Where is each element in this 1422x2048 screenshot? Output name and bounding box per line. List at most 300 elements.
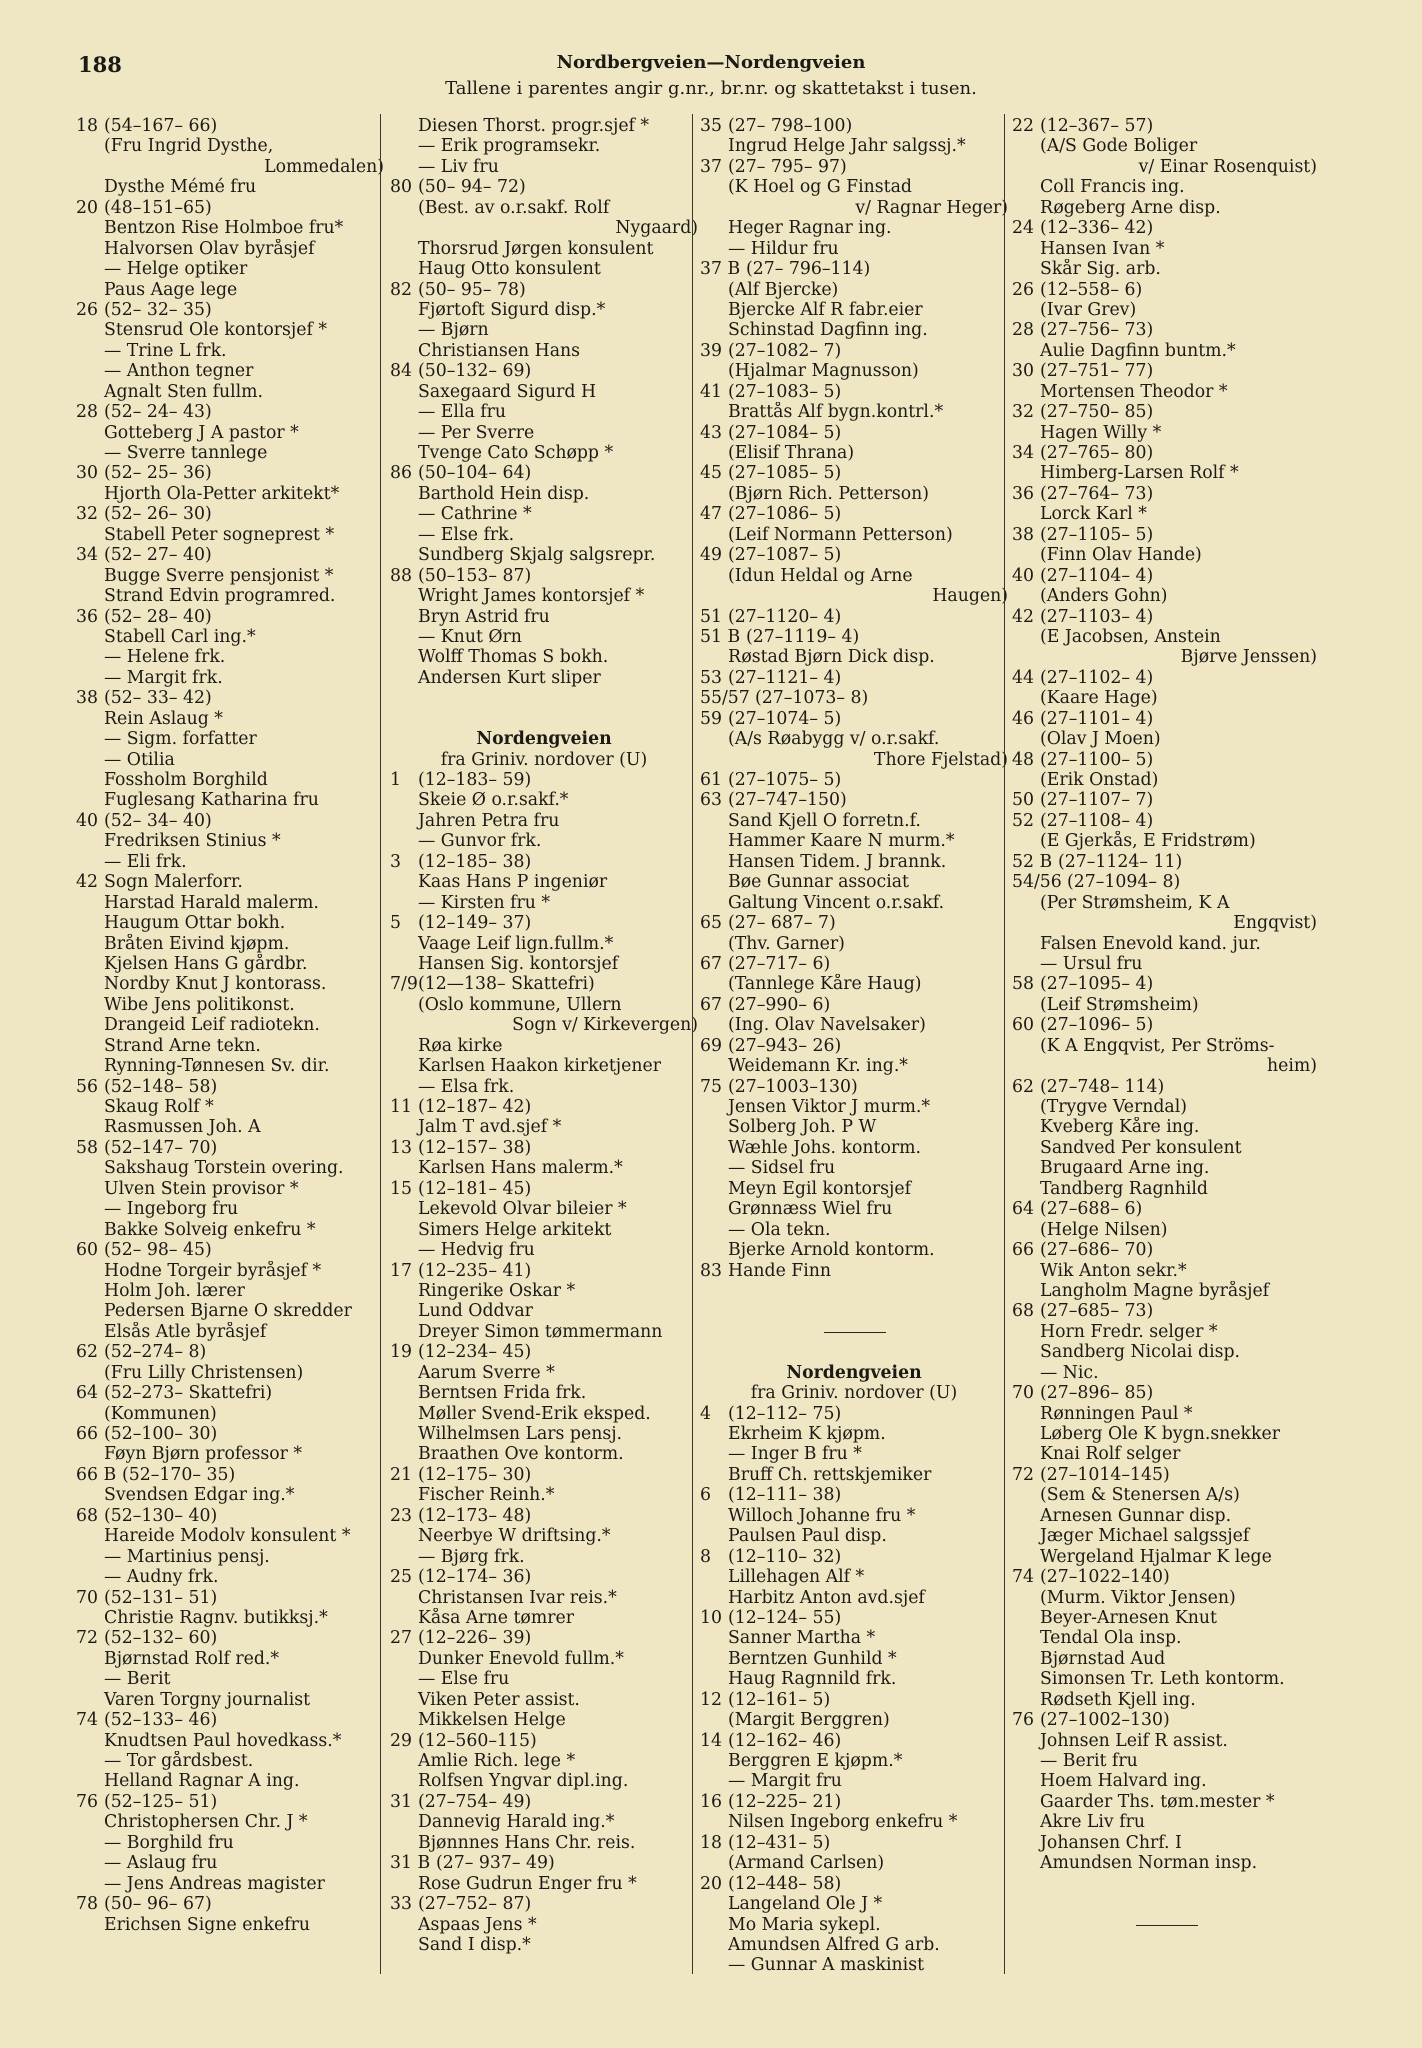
entry-text: Haug Ragnnild frk. xyxy=(728,1669,897,1690)
directory-entry xyxy=(700,1097,1008,1117)
directory-entry xyxy=(1012,1301,1317,1321)
directory-entry xyxy=(390,1894,698,1914)
house-number: 56 xyxy=(76,1076,98,1097)
directory-entry xyxy=(390,259,698,279)
entry-text: (52–133– 46) xyxy=(104,1710,218,1731)
house-number: 39 xyxy=(700,340,722,361)
house-number: 36 xyxy=(1012,483,1034,504)
entry-text: (27–1003–130) xyxy=(728,1076,858,1097)
house-number: 20 xyxy=(76,197,98,218)
entry-text: (Tannlege Kåre Haug) xyxy=(728,974,922,995)
entry-text: Haug Otto konsulent xyxy=(418,259,601,280)
entry-text: (Olav J Moen) xyxy=(1040,729,1161,750)
directory-entry xyxy=(390,1363,698,1383)
entry-text: — Ola tekn. xyxy=(728,1219,831,1240)
directory-entry xyxy=(390,1935,698,1955)
entry-text: (27–1108– 4) xyxy=(1040,810,1154,831)
entry-text: Wolff Thomas S bokh. xyxy=(418,647,609,668)
house-number: 74 xyxy=(76,1710,98,1731)
entry-text: (27–1094– 8) xyxy=(1067,872,1181,893)
entry-text: (Fru Lilly Christensen) xyxy=(104,1362,304,1383)
entry-text: (27–748– 114) xyxy=(1040,1076,1165,1097)
directory-entry xyxy=(1012,1465,1317,1485)
entry-text: (Elisif Thrana) xyxy=(728,443,855,463)
entry-text: — Tor gårdsbest. xyxy=(104,1751,254,1771)
directory-entry xyxy=(76,1117,384,1137)
entry-text: Fredriksen Stinius * xyxy=(104,831,281,852)
directory-entry xyxy=(76,361,384,381)
directory-entry xyxy=(1012,1628,1317,1648)
directory-entry xyxy=(390,1853,698,1873)
entry-text: Bjønnnes Hans Chr. reis. xyxy=(418,1832,636,1853)
directory-entry xyxy=(76,504,384,524)
entry-text: Ulven Stein provisor * xyxy=(104,1178,299,1199)
directory-entry xyxy=(1012,525,1317,545)
column-1 xyxy=(76,116,384,1935)
directory-entry xyxy=(76,913,384,933)
directory-entry xyxy=(700,1015,1008,1035)
house-number: 22 xyxy=(1012,116,1034,136)
directory-entry xyxy=(1012,1342,1317,1362)
directory-entry xyxy=(76,1710,384,1730)
house-number: 78 xyxy=(76,1894,98,1915)
entry-text: (27–1096– 5) xyxy=(1040,1015,1154,1036)
directory-entry xyxy=(700,1179,1008,1199)
entry-text: Johnsen Leif R assist. xyxy=(1040,1730,1228,1751)
directory-entry xyxy=(76,1015,384,1035)
house-number: 64 xyxy=(76,1383,98,1404)
directory-entry xyxy=(700,1649,1008,1669)
entry-text: Simers Helge arkitekt xyxy=(418,1219,612,1240)
directory-entry xyxy=(390,382,698,402)
entry-text: Bøe Gunnar associat xyxy=(728,872,909,893)
entry-text: (27–1105– 5) xyxy=(1040,524,1154,545)
directory-entry xyxy=(700,443,1008,463)
house-number: 88 xyxy=(390,565,412,586)
house-number: 86 xyxy=(390,463,412,484)
directory-entry xyxy=(76,1506,384,1526)
entry-text: (52– 34– 40) xyxy=(104,810,212,831)
entry-text: (27–1104– 4) xyxy=(1040,565,1154,586)
directory-entry xyxy=(390,1240,698,1260)
house-number: 61 xyxy=(700,770,722,790)
directory-entry xyxy=(1012,320,1317,340)
house-number: 27 xyxy=(390,1628,412,1649)
entry-text: (12–183– 59) xyxy=(418,770,532,790)
entry-text: (52– 33– 42) xyxy=(104,688,212,709)
house-number: 26 xyxy=(76,299,98,320)
entry-text: (52– 25– 36) xyxy=(104,463,212,484)
directory-entry xyxy=(76,1179,384,1199)
directory-entry xyxy=(390,300,698,320)
entry-text: v/ Einar Rosenquist) xyxy=(1138,156,1317,177)
entry-text: Stabell Carl ing.* xyxy=(104,626,256,647)
directory-entry xyxy=(700,1669,1008,1689)
entry-text: Haugen) xyxy=(932,586,1008,607)
house-number: 53 xyxy=(700,667,722,688)
directory-entry xyxy=(1012,1751,1317,1771)
house-number: 70 xyxy=(76,1587,98,1608)
directory-entry xyxy=(1012,1404,1317,1424)
directory-entry xyxy=(1012,1731,1317,1751)
house-number: 42 xyxy=(76,872,98,893)
entry-text: Amundsen Alfred G arb. xyxy=(728,1934,940,1955)
directory-entry xyxy=(76,1731,384,1751)
entry-text: Willoch Johanne fru * xyxy=(728,1505,916,1526)
directory-entry xyxy=(1012,1588,1317,1608)
directory-entry xyxy=(1012,239,1317,259)
directory-entry xyxy=(700,893,1008,913)
page-number: 188 xyxy=(78,52,122,77)
entry-text: Sanner Martha * xyxy=(728,1628,876,1649)
column-divider xyxy=(692,114,693,1974)
directory-entry xyxy=(76,1526,384,1546)
entry-text: (27–752– 87) xyxy=(418,1894,532,1915)
directory-entry xyxy=(76,1261,384,1281)
entry-text: Fossholm Borghild xyxy=(104,770,268,790)
entry-text: — Sverre tannlege xyxy=(104,443,268,463)
entry-text: — Sigm. forfatter xyxy=(104,729,257,750)
directory-entry xyxy=(1012,1853,1317,1873)
directory-entry xyxy=(700,402,1008,422)
entry-text: (27–1124– 11) xyxy=(1058,851,1183,872)
directory-entry xyxy=(700,1608,1008,1628)
entry-text: Jalm T avd.sjef * xyxy=(418,1117,562,1138)
entry-text: (27–1014–145) xyxy=(1040,1464,1170,1485)
directory-entry xyxy=(700,1404,1008,1424)
house-number: 51 xyxy=(700,606,722,627)
entry-text: — Anthon tegner xyxy=(104,361,254,382)
entry-text: Hjorth Ola-Petter arkitekt* xyxy=(104,483,340,504)
house-number: 82 xyxy=(390,279,412,300)
directory-entry xyxy=(700,688,1008,708)
directory-entry xyxy=(390,586,698,606)
directory-entry xyxy=(390,1077,698,1097)
directory-entry xyxy=(1012,1322,1317,1342)
entry-text: Himberg-Larsen Rolf * xyxy=(1040,463,1239,484)
directory-entry xyxy=(390,1158,698,1178)
directory-entry xyxy=(1012,280,1317,300)
directory-entry xyxy=(390,1015,698,1035)
house-number: 75 xyxy=(700,1076,722,1097)
entry-text: Bjørnstad Rolf red.* xyxy=(104,1648,280,1669)
entry-text: Hareide Modolv konsulent * xyxy=(104,1526,351,1547)
entry-text: (27–1119– 4) xyxy=(746,626,860,647)
entry-text: Pedersen Bjarne O skredder xyxy=(104,1301,352,1322)
directory-entry xyxy=(76,1853,384,1873)
entry-text: Rose Gudrun Enger fru * xyxy=(418,1873,637,1894)
directory-entry xyxy=(700,1199,1008,1219)
directory-entry xyxy=(390,280,698,300)
directory-entry xyxy=(1012,1015,1317,1035)
directory-entry xyxy=(1012,1056,1317,1076)
directory-entry xyxy=(700,1833,1008,1853)
directory-entry xyxy=(76,198,384,218)
house-number: 46 xyxy=(1012,708,1034,729)
directory-entry xyxy=(390,1117,698,1137)
entry-text: (12–367– 57) xyxy=(1040,116,1154,136)
entry-text: (Sem & Stenersen A/s) xyxy=(1040,1485,1240,1506)
entry-text: (52–170– 35) xyxy=(122,1464,236,1485)
heading-line xyxy=(390,729,698,749)
entry-text: (Kaare Hage) xyxy=(1040,688,1158,709)
entry-text: (27–685– 73) xyxy=(1040,1301,1154,1322)
entry-text: (27–1002–130) xyxy=(1040,1710,1170,1731)
directory-entry xyxy=(700,1261,1008,1281)
entry-text: (27–1120– 4) xyxy=(728,606,842,627)
entry-text: (27–754– 49) xyxy=(418,1791,532,1812)
directory-entry xyxy=(1012,954,1317,974)
directory-entry xyxy=(390,218,698,238)
entry-text: (Per Strømsheim, K A xyxy=(1040,892,1230,913)
directory-entry xyxy=(76,668,384,688)
entry-text: — Aslaug fru xyxy=(104,1853,218,1874)
directory-entry xyxy=(1012,259,1317,279)
directory-entry xyxy=(1012,1690,1317,1710)
blank-line xyxy=(390,709,698,729)
entry-text: (Hjalmar Magnusson) xyxy=(728,361,919,382)
directory-entry xyxy=(1012,1424,1317,1444)
directory-entry xyxy=(1012,893,1317,913)
entry-text: (52–100– 30) xyxy=(104,1424,218,1444)
directory-entry xyxy=(76,1056,384,1076)
house-number: 76 xyxy=(1012,1710,1034,1731)
directory-entry xyxy=(1012,974,1317,994)
directory-entry xyxy=(76,116,384,136)
entry-text: Aulie Dagfinn buntm.* xyxy=(1040,340,1236,361)
directory-entry xyxy=(76,1138,384,1158)
directory-entry xyxy=(1012,1833,1317,1853)
entry-text: Schinstad Dagfinn ing. xyxy=(728,320,928,341)
house-number: 40 xyxy=(1012,565,1034,586)
directory-entry xyxy=(700,1588,1008,1608)
entry-text: Bjørnstad Aud xyxy=(1040,1648,1166,1669)
entry-text: (E Gjerkås, E Fridstrøm) xyxy=(1040,831,1256,852)
directory-entry xyxy=(1012,1485,1317,1505)
entry-text: Heger Ragnar ing. xyxy=(728,218,892,239)
directory-entry xyxy=(390,402,698,422)
directory-entry xyxy=(700,1220,1008,1240)
entry-text: Karlsen Hans malerm.* xyxy=(418,1158,623,1179)
entry-text: Paulsen Paul disp. xyxy=(728,1526,887,1547)
directory-entry xyxy=(390,934,698,954)
section-separator xyxy=(1012,1915,1317,1935)
entry-text: — Liv fru xyxy=(418,156,499,177)
directory-entry xyxy=(390,1833,698,1853)
directory-entry xyxy=(700,647,1008,667)
directory-entry xyxy=(1012,729,1317,749)
entry-text: (27–1075– 5) xyxy=(728,770,842,790)
heading-line xyxy=(700,1363,1008,1383)
directory-entry xyxy=(390,1342,698,1362)
entry-text: (K A Engqvist, Per Ströms- xyxy=(1040,1035,1275,1056)
directory-entry xyxy=(700,484,1008,504)
house-number: 48 xyxy=(1012,749,1034,770)
directory-entry xyxy=(700,1874,1008,1894)
entry-text: Barthold Hein disp. xyxy=(418,483,590,504)
house-number: 20 xyxy=(700,1873,722,1894)
directory-entry xyxy=(76,443,384,463)
entry-text: — Helge optiker xyxy=(104,259,248,280)
directory-entry xyxy=(390,1383,698,1403)
house-number: 16 xyxy=(700,1791,722,1812)
directory-entry xyxy=(700,1465,1008,1485)
entry-text: Hansen Tidem. J brannk. xyxy=(728,851,947,872)
entry-text: — Sidsel fru xyxy=(728,1158,836,1179)
house-number: 38 xyxy=(1012,524,1034,545)
directory-entry xyxy=(390,893,698,913)
column-divider xyxy=(380,114,381,1974)
directory-entry xyxy=(76,157,384,177)
entry-text: Fjørtoft Sigurd disp.* xyxy=(418,299,606,320)
entry-text: Kveberg Kåre ing. xyxy=(1040,1117,1200,1138)
entry-text: (52– 24– 43) xyxy=(104,402,212,423)
entry-text: Sakshaug Torstein overing. xyxy=(104,1158,344,1179)
directory-entry xyxy=(700,136,1008,156)
directory-entry xyxy=(700,831,1008,851)
entry-text: (A/S Gode Boliger xyxy=(1040,136,1198,157)
entry-text: Gaarder Ths. tøm.mester * xyxy=(1040,1791,1275,1812)
directory-entry xyxy=(76,320,384,340)
entry-text: (27–1102– 4) xyxy=(1040,667,1154,688)
entry-text: (12–235– 41) xyxy=(418,1260,532,1281)
entry-text: (Idun Heldal og Arne xyxy=(728,565,913,586)
directory-entry xyxy=(390,995,698,1015)
directory-entry xyxy=(76,1649,384,1669)
directory-entry xyxy=(1012,198,1317,218)
directory-entry xyxy=(390,566,698,586)
entry-text: — Gunnar A maskinist xyxy=(728,1955,925,1976)
directory-entry xyxy=(76,954,384,974)
directory-entry xyxy=(700,995,1008,1015)
entry-text: Beyer-Arnesen Knut xyxy=(1040,1607,1217,1628)
directory-entry xyxy=(76,995,384,1015)
entry-text: — Ella fru xyxy=(418,402,507,423)
directory-entry xyxy=(1012,1710,1317,1730)
entry-text: (27–896– 85) xyxy=(1040,1383,1154,1404)
entry-text: (50–153– 87) xyxy=(418,565,532,586)
entry-text: (Ing. Olav Navelsaker) xyxy=(728,1015,926,1036)
entry-text: (27–747–150) xyxy=(728,790,847,811)
entry-text: — Hildur fru xyxy=(728,238,839,259)
house-number: 1 xyxy=(390,770,401,790)
entry-text: Røgeberg Arne disp. xyxy=(1040,197,1221,218)
directory-entry xyxy=(1012,709,1317,729)
house-number: 15 xyxy=(390,1178,412,1199)
house-number: 58 xyxy=(76,1137,98,1158)
directory-entry xyxy=(390,1567,698,1587)
directory-entry xyxy=(1012,668,1317,688)
directory-entry xyxy=(700,1036,1008,1056)
directory-entry xyxy=(76,382,384,402)
directory-entry xyxy=(700,607,1008,627)
house-number: 66 xyxy=(1012,1240,1034,1261)
directory-entry xyxy=(1012,382,1317,402)
house-number: 31 xyxy=(390,1791,412,1812)
house-number: 65 xyxy=(700,913,722,934)
entry-text: — Ursul fru xyxy=(1040,953,1143,974)
house-number: 51 B xyxy=(700,626,741,647)
entry-text: Wæhle Johs. kontorm. xyxy=(728,1137,922,1158)
house-number: 32 xyxy=(1012,402,1034,423)
blank-line xyxy=(700,1342,1008,1362)
house-number: 8 xyxy=(700,1546,711,1567)
directory-entry xyxy=(390,1097,698,1117)
entry-text: heim) xyxy=(1266,1056,1317,1077)
entry-text: (52–130– 40) xyxy=(104,1505,218,1526)
street-heading: Nordengveien xyxy=(476,729,612,750)
blank-line xyxy=(700,1301,1008,1321)
directory-entry xyxy=(700,1915,1008,1935)
blank-line xyxy=(1012,1894,1317,1914)
street-subheading: fra Griniv. nordover (U) xyxy=(440,749,648,770)
directory-entry xyxy=(1012,1199,1317,1219)
directory-entry xyxy=(1012,1649,1317,1669)
entry-text: (27–1101– 4) xyxy=(1040,708,1154,729)
directory-entry xyxy=(390,1301,698,1321)
directory-entry xyxy=(1012,177,1317,197)
entry-text: (48–151–65) xyxy=(104,197,212,218)
directory-entry xyxy=(1012,647,1317,667)
entry-text: Hammer Kaare N murm.* xyxy=(728,831,955,852)
directory-entry xyxy=(76,790,384,810)
entry-text: (Armand Carlsen) xyxy=(728,1853,885,1874)
entry-text: — Audny frk. xyxy=(104,1567,219,1588)
house-number: 6 xyxy=(700,1485,711,1506)
directory-entry xyxy=(390,1792,698,1812)
house-number: 26 xyxy=(1012,279,1034,300)
entry-text: Horn Fredr. selger * xyxy=(1040,1321,1218,1342)
directory-entry xyxy=(390,607,698,627)
entry-text: Amundsen Norman insp. xyxy=(1040,1853,1258,1874)
house-number: 37 xyxy=(700,156,722,177)
directory-entry xyxy=(1012,504,1317,524)
entry-text: (Murm. Viktor Jensen) xyxy=(1040,1587,1236,1608)
directory-entry xyxy=(76,1158,384,1178)
entry-text: — Nic. xyxy=(1040,1362,1099,1383)
house-number: 10 xyxy=(700,1607,722,1628)
directory-entry xyxy=(700,1056,1008,1076)
entry-text: — Berit fru xyxy=(1040,1751,1138,1771)
entry-text: (27–990– 6) xyxy=(728,994,831,1015)
entry-text: (27–1086– 5) xyxy=(728,504,842,525)
house-number: 58 xyxy=(1012,974,1034,995)
entry-text: Tendal Ola insp. xyxy=(1040,1628,1182,1649)
entry-text: Lekevold Olvar bileier * xyxy=(418,1199,627,1220)
entry-text: (12–234– 45) xyxy=(418,1342,532,1363)
entry-text: Sogn v/ Kirkevergen) xyxy=(512,1015,698,1036)
directory-entry xyxy=(390,954,698,974)
entry-text: Amlie Rich. lege * xyxy=(418,1751,576,1771)
directory-entry xyxy=(1012,116,1317,136)
directory-entry xyxy=(700,1444,1008,1464)
directory-entry xyxy=(76,1240,384,1260)
entry-text: Bruff Ch. rettskjemiker xyxy=(728,1464,932,1485)
entry-text: Saxegaard Sigurd H xyxy=(418,381,597,402)
house-number: 13 xyxy=(390,1137,412,1158)
house-number: 43 xyxy=(700,422,722,443)
entry-text: (Best. av o.r.sakf. Rolf xyxy=(418,197,610,218)
entry-text: (52– 98– 45) xyxy=(104,1240,212,1261)
house-number: 3 xyxy=(390,851,401,872)
directory-entry xyxy=(700,1731,1008,1751)
entry-text: Drangeid Leif radiotekn. xyxy=(104,1015,320,1036)
entry-text: — Inger B fru * xyxy=(728,1444,862,1465)
house-number: 25 xyxy=(390,1567,412,1588)
directory-entry xyxy=(76,1792,384,1812)
directory-entry xyxy=(700,913,1008,933)
entry-text: — Else frk. xyxy=(418,524,515,545)
